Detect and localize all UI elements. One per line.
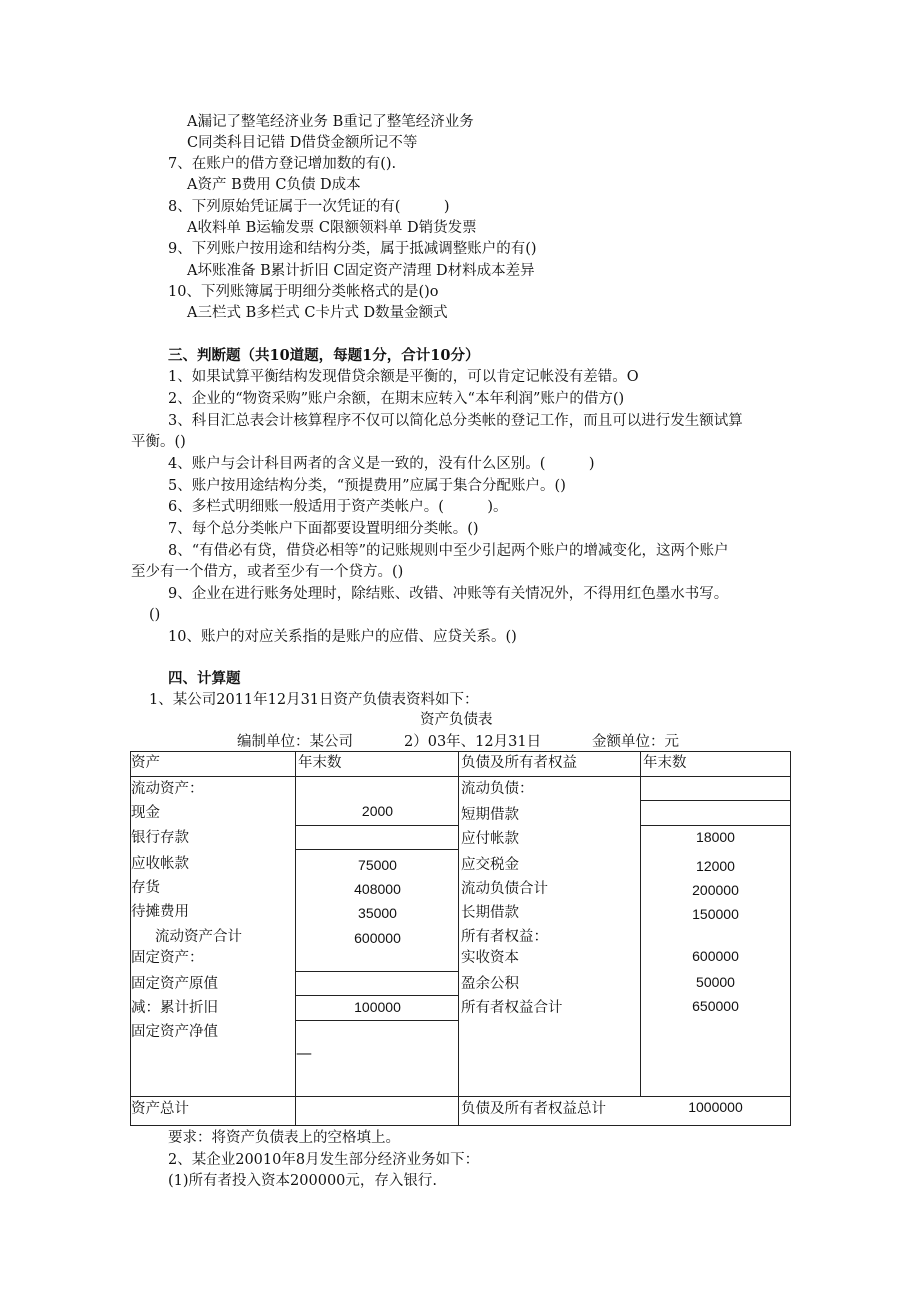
option-line: A漏记了整笔经济业务 B重记了整笔经济业务: [187, 114, 474, 130]
value-grand-total: 1000000: [688, 1099, 743, 1115]
table-currency: 金额单位：元: [592, 734, 679, 750]
value-cash: 2000: [361, 803, 394, 819]
table-date: 2）03年、12月31日: [404, 734, 542, 750]
question-9: 9、下列账户按用途和结构分类，属于抵减调整账户的有(): [168, 241, 537, 257]
value-receivables: 75000: [358, 857, 397, 873]
section-heading-judge: 三、判断题（共10道题，每题1分，合计10分）: [168, 347, 480, 364]
judge-item-5: 5、账户按用途结构分类，“预提费用”应属于集合分配账户。(): [168, 478, 566, 494]
judge-item-3-cont: 平衡。(): [131, 434, 186, 450]
value-inventory: 408000: [354, 881, 401, 897]
value-surplus-reserve: 50000: [696, 974, 735, 990]
header-year-end-2: 年末数: [643, 755, 687, 771]
header-year-end: 年末数: [298, 755, 342, 771]
question-8-options: A收料单 B运输发票 C限额领料单 D销货发票: [187, 220, 477, 236]
row-label: 固定资产原值: [131, 976, 218, 992]
header-liabilities-equity: 负债及所有者权益: [461, 755, 577, 771]
row-label: 应付帐款: [461, 831, 519, 847]
row-label: 应收帐款: [131, 856, 189, 872]
section-heading-calc: 四、计算题: [168, 670, 241, 687]
question-10: 10、下列账簿属于明细分类帐格式的是()o: [168, 284, 439, 300]
row-label: 固定资产：: [131, 950, 204, 966]
row-label: 流动资产合计: [155, 929, 242, 945]
value-tax: 12000: [696, 858, 735, 874]
judge-item-4: 4、账户与会计科目两者的含义是一致的，没有什么区别。( ): [168, 456, 595, 472]
row-label: 盈余公积: [461, 976, 519, 992]
value-paid-in-capital: 600000: [692, 948, 739, 964]
value-depreciation: 100000: [354, 999, 401, 1015]
table-unit: 编制单位：某公司: [237, 734, 353, 750]
row-label: 现金: [131, 805, 160, 821]
judge-item-1: 1、如果试算平衡结构发现借贷余额是平衡的，可以肯定记帐没有差错。O: [168, 369, 639, 385]
row-label: 资产总计: [131, 1101, 189, 1117]
value-long-term-loans: 150000: [692, 906, 739, 922]
judge-item-7: 7、每个总分类帐户下面都要设置明细分类帐。(): [168, 521, 479, 537]
row-label: 短期借款: [461, 807, 519, 823]
option-line: C同类科目记错 D借贷金额所记不等: [187, 135, 418, 151]
judge-item-6: 6、多栏式明细账一般适用于资产类帐户。( )。: [168, 499, 508, 515]
row-label: 流动负债合计: [461, 881, 548, 897]
judge-item-10: 10、账户的对应关系指的是账户的应借、应贷关系。(): [168, 629, 517, 645]
row-label: 长期借款: [461, 905, 519, 921]
calc-question-2-item-1: (1)所有者投入资本200000元，存入银行.: [168, 1173, 437, 1189]
row-label: 所有者权益合计: [461, 1000, 563, 1016]
judge-item-9-cont: (): [149, 607, 161, 623]
judge-item-8-cont: 至少有一个借方，或者至少有一个贷方。(): [131, 564, 404, 580]
judge-item-2: 2、企业的“物资采购”账户余额，在期末应转入“本年利润”账户的借方(): [168, 391, 625, 407]
row-label: 实收资本: [461, 950, 519, 966]
row-label: 银行存款: [131, 830, 189, 846]
value-payables: 18000: [696, 829, 735, 845]
row-label: 应交税金: [461, 857, 519, 873]
judge-item-8: 8、“有借必有贷，借贷必相等”的记账规则中至少引起两个账户的增减变化，这两个账户: [168, 543, 729, 559]
question-9-options: A坏账准备 B累计折旧 C固定资产清理 D材料成本差异: [187, 263, 535, 279]
judge-item-3: 3、科目汇总表会计核算程序不仅可以简化总分类帐的登记工作，而且可以进行发生额试算: [168, 413, 743, 429]
row-label: 所有者权益：: [461, 929, 548, 945]
question-10-options: A三栏式 B多栏式 C卡片式 D数量金额式: [187, 305, 448, 321]
row-label: 减：累计折旧: [131, 1000, 218, 1016]
dash-mark: —: [296, 1043, 312, 1062]
judge-item-9: 9、企业在进行账务处理时，除结账、改错、冲账等有关情况外，不得用红色墨水书写。: [168, 586, 729, 602]
calc-question-1: 1、某公司2011年12月31日资产负债表资料如下：: [149, 692, 479, 708]
row-label: 流动负债：: [461, 781, 534, 797]
question-8: 8、下列原始凭证属于一次凭证的有( ): [168, 199, 450, 215]
value-current-liabilities-total: 200000: [692, 882, 739, 898]
calc-question-2: 2、某企业20010年8月发生部分经济业务如下：: [168, 1152, 480, 1168]
row-label: 负债及所有者权益总计: [461, 1101, 606, 1117]
row-label: 固定资产净值: [131, 1024, 218, 1040]
header-asset: 资产: [131, 755, 160, 771]
row-label: 流动资产：: [131, 781, 204, 797]
row-label: 存货: [131, 880, 160, 896]
table-title: 资产负债表: [420, 712, 493, 728]
value-current-assets-total: 600000: [354, 930, 401, 946]
question-7: 7、在账户的借方登记增加数的有().: [168, 156, 397, 172]
requirement-note: 要求：将资产负债表上的空格填上。: [168, 1130, 400, 1146]
value-prepaid: 35000: [358, 905, 397, 921]
question-7-options: A资产 B费用 C负债 D成本: [187, 177, 361, 193]
row-label: 待摊费用: [131, 904, 189, 920]
value-equity-total: 650000: [692, 998, 739, 1014]
